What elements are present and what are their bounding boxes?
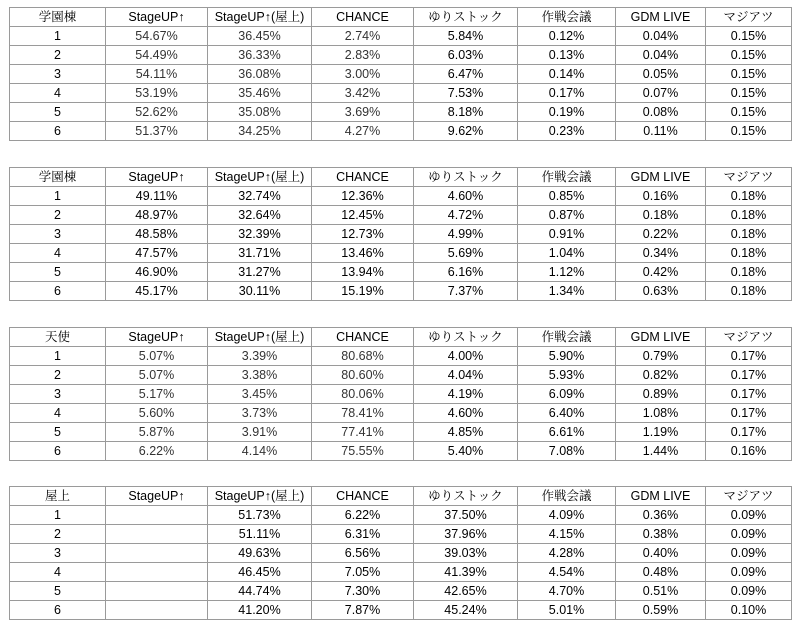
- value-cell: 49.11%: [106, 187, 208, 206]
- value-cell: 13.46%: [312, 244, 414, 263]
- value-cell: 4.99%: [414, 225, 518, 244]
- value-cell: 0.16%: [706, 442, 792, 461]
- table-row: [10, 282, 792, 301]
- value-cell: 47.57%: [106, 244, 208, 263]
- table-row: [10, 347, 792, 366]
- value-cell: 4.15%: [518, 525, 616, 544]
- value-cell: 37.50%: [414, 506, 518, 525]
- value-cell: 0.09%: [706, 544, 792, 563]
- row-label-cell: 5: [10, 423, 106, 442]
- value-cell: 3.45%: [208, 385, 312, 404]
- column-header: CHANCE: [312, 328, 414, 347]
- table-row: [10, 84, 792, 103]
- value-cell: 0.09%: [706, 525, 792, 544]
- column-header: StageUP↑(屋上): [208, 168, 312, 187]
- value-cell: 6.16%: [414, 263, 518, 282]
- column-header: 天使: [10, 328, 106, 347]
- value-cell: 8.18%: [414, 103, 518, 122]
- column-header: 学園棟: [10, 8, 106, 27]
- row-label-cell: 1: [10, 347, 106, 366]
- probability-table-tenshi: [9, 327, 792, 461]
- value-cell: 78.41%: [312, 404, 414, 423]
- column-header: 作戦会議: [518, 487, 616, 506]
- value-cell: 4.60%: [414, 404, 518, 423]
- value-cell: 77.41%: [312, 423, 414, 442]
- value-cell: 4.72%: [414, 206, 518, 225]
- row-label-cell: 3: [10, 65, 106, 84]
- value-cell: 0.82%: [616, 366, 706, 385]
- column-header: 屋上: [10, 487, 106, 506]
- table-row: [10, 187, 792, 206]
- value-cell: 5.87%: [106, 423, 208, 442]
- value-cell: 0.13%: [518, 46, 616, 65]
- value-cell: 0.19%: [518, 103, 616, 122]
- probability-table-okujou: [9, 486, 792, 620]
- value-cell: 4.00%: [414, 347, 518, 366]
- value-cell: 0.22%: [616, 225, 706, 244]
- value-cell: 45.24%: [414, 601, 518, 620]
- value-cell: 0.40%: [616, 544, 706, 563]
- value-cell: 54.67%: [106, 27, 208, 46]
- column-header: ゆりストック: [414, 8, 518, 27]
- value-cell: 0.09%: [706, 582, 792, 601]
- row-label-cell: 4: [10, 563, 106, 582]
- value-cell: 51.37%: [106, 122, 208, 141]
- value-cell: 54.49%: [106, 46, 208, 65]
- value-cell: 1.04%: [518, 244, 616, 263]
- value-cell: 42.65%: [414, 582, 518, 601]
- column-header: StageUP↑: [106, 328, 208, 347]
- value-cell: 0.16%: [616, 187, 706, 206]
- value-cell: 7.37%: [414, 282, 518, 301]
- value-cell: 0.59%: [616, 601, 706, 620]
- value-cell: 0.48%: [616, 563, 706, 582]
- column-header: CHANCE: [312, 487, 414, 506]
- value-cell: 32.64%: [208, 206, 312, 225]
- value-cell: 6.40%: [518, 404, 616, 423]
- value-cell: 52.62%: [106, 103, 208, 122]
- value-cell: 0.18%: [706, 225, 792, 244]
- value-cell: 1.44%: [616, 442, 706, 461]
- row-label-cell: 4: [10, 84, 106, 103]
- value-cell: 0.08%: [616, 103, 706, 122]
- value-cell: 0.10%: [706, 601, 792, 620]
- row-label-cell: 3: [10, 225, 106, 244]
- value-cell: 30.11%: [208, 282, 312, 301]
- value-cell: 6.56%: [312, 544, 414, 563]
- row-label-cell: 1: [10, 187, 106, 206]
- row-label-cell: 6: [10, 122, 106, 141]
- value-cell: 0.18%: [706, 263, 792, 282]
- value-cell: 7.87%: [312, 601, 414, 620]
- value-cell: 4.85%: [414, 423, 518, 442]
- row-label-cell: 2: [10, 525, 106, 544]
- value-cell: [106, 601, 208, 620]
- value-cell: 36.33%: [208, 46, 312, 65]
- value-cell: 15.19%: [312, 282, 414, 301]
- value-cell: 80.60%: [312, 366, 414, 385]
- value-cell: 2.83%: [312, 46, 414, 65]
- column-header: マジアツ: [706, 168, 792, 187]
- value-cell: 4.60%: [414, 187, 518, 206]
- value-cell: 2.74%: [312, 27, 414, 46]
- value-cell: 0.15%: [706, 122, 792, 141]
- value-cell: 39.03%: [414, 544, 518, 563]
- column-header: ゆりストック: [414, 487, 518, 506]
- value-cell: 5.90%: [518, 347, 616, 366]
- value-cell: 0.07%: [616, 84, 706, 103]
- value-cell: 4.19%: [414, 385, 518, 404]
- value-cell: 7.08%: [518, 442, 616, 461]
- value-cell: 0.89%: [616, 385, 706, 404]
- value-cell: 0.36%: [616, 506, 706, 525]
- column-header: CHANCE: [312, 168, 414, 187]
- value-cell: 5.01%: [518, 601, 616, 620]
- value-cell: 5.60%: [106, 404, 208, 423]
- column-header: StageUP↑: [106, 168, 208, 187]
- table-header-row: [10, 328, 792, 347]
- value-cell: 53.19%: [106, 84, 208, 103]
- column-header: StageUP↑: [106, 487, 208, 506]
- value-cell: 35.46%: [208, 84, 312, 103]
- column-header: StageUP↑(屋上): [208, 328, 312, 347]
- column-header: マジアツ: [706, 487, 792, 506]
- value-cell: 7.30%: [312, 582, 414, 601]
- value-cell: 0.63%: [616, 282, 706, 301]
- value-cell: 1.08%: [616, 404, 706, 423]
- probability-table-gakuen-2: [9, 167, 792, 301]
- value-cell: 0.79%: [616, 347, 706, 366]
- value-cell: 0.91%: [518, 225, 616, 244]
- value-cell: 75.55%: [312, 442, 414, 461]
- column-header: GDM LIVE: [616, 8, 706, 27]
- value-cell: 0.85%: [518, 187, 616, 206]
- value-cell: 0.51%: [616, 582, 706, 601]
- probability-table-gakuen-1: [9, 7, 792, 141]
- value-cell: 3.39%: [208, 347, 312, 366]
- row-label-cell: 2: [10, 206, 106, 225]
- value-cell: 0.15%: [706, 46, 792, 65]
- value-cell: 0.17%: [518, 84, 616, 103]
- value-cell: 5.40%: [414, 442, 518, 461]
- table-row: [10, 65, 792, 84]
- table-header-row: [10, 168, 792, 187]
- value-cell: 45.17%: [106, 282, 208, 301]
- value-cell: 3.91%: [208, 423, 312, 442]
- value-cell: 41.39%: [414, 563, 518, 582]
- value-cell: 35.08%: [208, 103, 312, 122]
- row-label-cell: 1: [10, 506, 106, 525]
- value-cell: 7.53%: [414, 84, 518, 103]
- value-cell: 5.07%: [106, 366, 208, 385]
- table-row: [10, 582, 792, 601]
- row-label-cell: 5: [10, 263, 106, 282]
- value-cell: 31.27%: [208, 263, 312, 282]
- column-header: StageUP↑(屋上): [208, 8, 312, 27]
- value-cell: [106, 544, 208, 563]
- value-cell: 51.73%: [208, 506, 312, 525]
- value-cell: 3.69%: [312, 103, 414, 122]
- column-header: 作戦会議: [518, 168, 616, 187]
- value-cell: 0.04%: [616, 27, 706, 46]
- value-cell: 44.74%: [208, 582, 312, 601]
- value-cell: 0.17%: [706, 385, 792, 404]
- value-cell: 3.73%: [208, 404, 312, 423]
- value-cell: 0.18%: [706, 187, 792, 206]
- table-row: [10, 103, 792, 122]
- column-header: 作戦会議: [518, 8, 616, 27]
- value-cell: 0.09%: [706, 506, 792, 525]
- value-cell: 6.61%: [518, 423, 616, 442]
- row-label-cell: 5: [10, 103, 106, 122]
- value-cell: 6.22%: [312, 506, 414, 525]
- value-cell: 0.38%: [616, 525, 706, 544]
- value-cell: 7.05%: [312, 563, 414, 582]
- value-cell: 5.07%: [106, 347, 208, 366]
- value-cell: 49.63%: [208, 544, 312, 563]
- value-cell: 0.17%: [706, 347, 792, 366]
- value-cell: 0.15%: [706, 84, 792, 103]
- value-cell: 0.23%: [518, 122, 616, 141]
- table-row: [10, 442, 792, 461]
- row-label-cell: 6: [10, 442, 106, 461]
- column-header: マジアツ: [706, 8, 792, 27]
- value-cell: 0.17%: [706, 423, 792, 442]
- value-cell: 41.20%: [208, 601, 312, 620]
- column-header: 学園棟: [10, 168, 106, 187]
- value-cell: 5.17%: [106, 385, 208, 404]
- value-cell: 6.47%: [414, 65, 518, 84]
- table-row: [10, 423, 792, 442]
- value-cell: 0.42%: [616, 263, 706, 282]
- value-cell: 0.18%: [706, 206, 792, 225]
- value-cell: 9.62%: [414, 122, 518, 141]
- value-cell: 12.36%: [312, 187, 414, 206]
- row-label-cell: 6: [10, 282, 106, 301]
- table-row: [10, 225, 792, 244]
- value-cell: 4.28%: [518, 544, 616, 563]
- value-cell: 54.11%: [106, 65, 208, 84]
- value-cell: 6.22%: [106, 442, 208, 461]
- column-header: StageUP↑(屋上): [208, 487, 312, 506]
- value-cell: 0.15%: [706, 65, 792, 84]
- value-cell: 0.17%: [706, 404, 792, 423]
- value-cell: 6.09%: [518, 385, 616, 404]
- table-row: [10, 206, 792, 225]
- value-cell: 1.12%: [518, 263, 616, 282]
- column-header: ゆりストック: [414, 328, 518, 347]
- value-cell: 0.12%: [518, 27, 616, 46]
- value-cell: 0.15%: [706, 27, 792, 46]
- value-cell: 3.00%: [312, 65, 414, 84]
- table-header-row: [10, 8, 792, 27]
- value-cell: 4.14%: [208, 442, 312, 461]
- value-cell: [106, 506, 208, 525]
- value-cell: 4.09%: [518, 506, 616, 525]
- value-cell: 46.45%: [208, 563, 312, 582]
- row-label-cell: 6: [10, 601, 106, 620]
- value-cell: 0.34%: [616, 244, 706, 263]
- value-cell: [106, 582, 208, 601]
- value-cell: 48.58%: [106, 225, 208, 244]
- value-cell: 80.06%: [312, 385, 414, 404]
- table-row: [10, 506, 792, 525]
- value-cell: 0.18%: [616, 206, 706, 225]
- table-row: [10, 263, 792, 282]
- row-label-cell: 3: [10, 385, 106, 404]
- value-cell: [106, 525, 208, 544]
- value-cell: 37.96%: [414, 525, 518, 544]
- table-row: [10, 366, 792, 385]
- value-cell: 0.87%: [518, 206, 616, 225]
- value-cell: 0.05%: [616, 65, 706, 84]
- value-cell: 36.45%: [208, 27, 312, 46]
- row-label-cell: 1: [10, 27, 106, 46]
- value-cell: 0.09%: [706, 563, 792, 582]
- value-cell: 0.18%: [706, 282, 792, 301]
- value-cell: 48.97%: [106, 206, 208, 225]
- value-cell: [106, 563, 208, 582]
- table-row: [10, 244, 792, 263]
- column-header: ゆりストック: [414, 168, 518, 187]
- value-cell: 34.25%: [208, 122, 312, 141]
- table-row: [10, 544, 792, 563]
- value-cell: 5.84%: [414, 27, 518, 46]
- value-cell: 13.94%: [312, 263, 414, 282]
- value-cell: 32.39%: [208, 225, 312, 244]
- row-label-cell: 4: [10, 404, 106, 423]
- table-row: [10, 404, 792, 423]
- value-cell: 36.08%: [208, 65, 312, 84]
- table-row: [10, 601, 792, 620]
- value-cell: 4.04%: [414, 366, 518, 385]
- row-label-cell: 2: [10, 366, 106, 385]
- value-cell: 0.14%: [518, 65, 616, 84]
- row-label-cell: 3: [10, 544, 106, 563]
- table-row: [10, 122, 792, 141]
- value-cell: 31.71%: [208, 244, 312, 263]
- column-header: 作戦会議: [518, 328, 616, 347]
- value-cell: 0.17%: [706, 366, 792, 385]
- value-cell: 1.34%: [518, 282, 616, 301]
- column-header: StageUP↑: [106, 8, 208, 27]
- value-cell: 0.18%: [706, 244, 792, 263]
- value-cell: 12.45%: [312, 206, 414, 225]
- table-row: [10, 525, 792, 544]
- value-cell: 0.11%: [616, 122, 706, 141]
- column-header: GDM LIVE: [616, 168, 706, 187]
- table-row: [10, 385, 792, 404]
- column-header: CHANCE: [312, 8, 414, 27]
- value-cell: 6.31%: [312, 525, 414, 544]
- table-row: [10, 46, 792, 65]
- value-cell: 0.04%: [616, 46, 706, 65]
- value-cell: 4.27%: [312, 122, 414, 141]
- row-label-cell: 2: [10, 46, 106, 65]
- column-header: マジアツ: [706, 328, 792, 347]
- value-cell: 80.68%: [312, 347, 414, 366]
- value-cell: 6.03%: [414, 46, 518, 65]
- value-cell: 1.19%: [616, 423, 706, 442]
- value-cell: 51.11%: [208, 525, 312, 544]
- value-cell: 3.42%: [312, 84, 414, 103]
- row-label-cell: 4: [10, 244, 106, 263]
- column-header: GDM LIVE: [616, 328, 706, 347]
- value-cell: 4.70%: [518, 582, 616, 601]
- row-label-cell: 5: [10, 582, 106, 601]
- value-cell: 46.90%: [106, 263, 208, 282]
- value-cell: 32.74%: [208, 187, 312, 206]
- table-header-row: [10, 487, 792, 506]
- value-cell: 0.15%: [706, 103, 792, 122]
- table-row: [10, 563, 792, 582]
- value-cell: 5.93%: [518, 366, 616, 385]
- value-cell: 4.54%: [518, 563, 616, 582]
- column-header: GDM LIVE: [616, 487, 706, 506]
- table-row: [10, 27, 792, 46]
- value-cell: 12.73%: [312, 225, 414, 244]
- value-cell: 3.38%: [208, 366, 312, 385]
- value-cell: 5.69%: [414, 244, 518, 263]
